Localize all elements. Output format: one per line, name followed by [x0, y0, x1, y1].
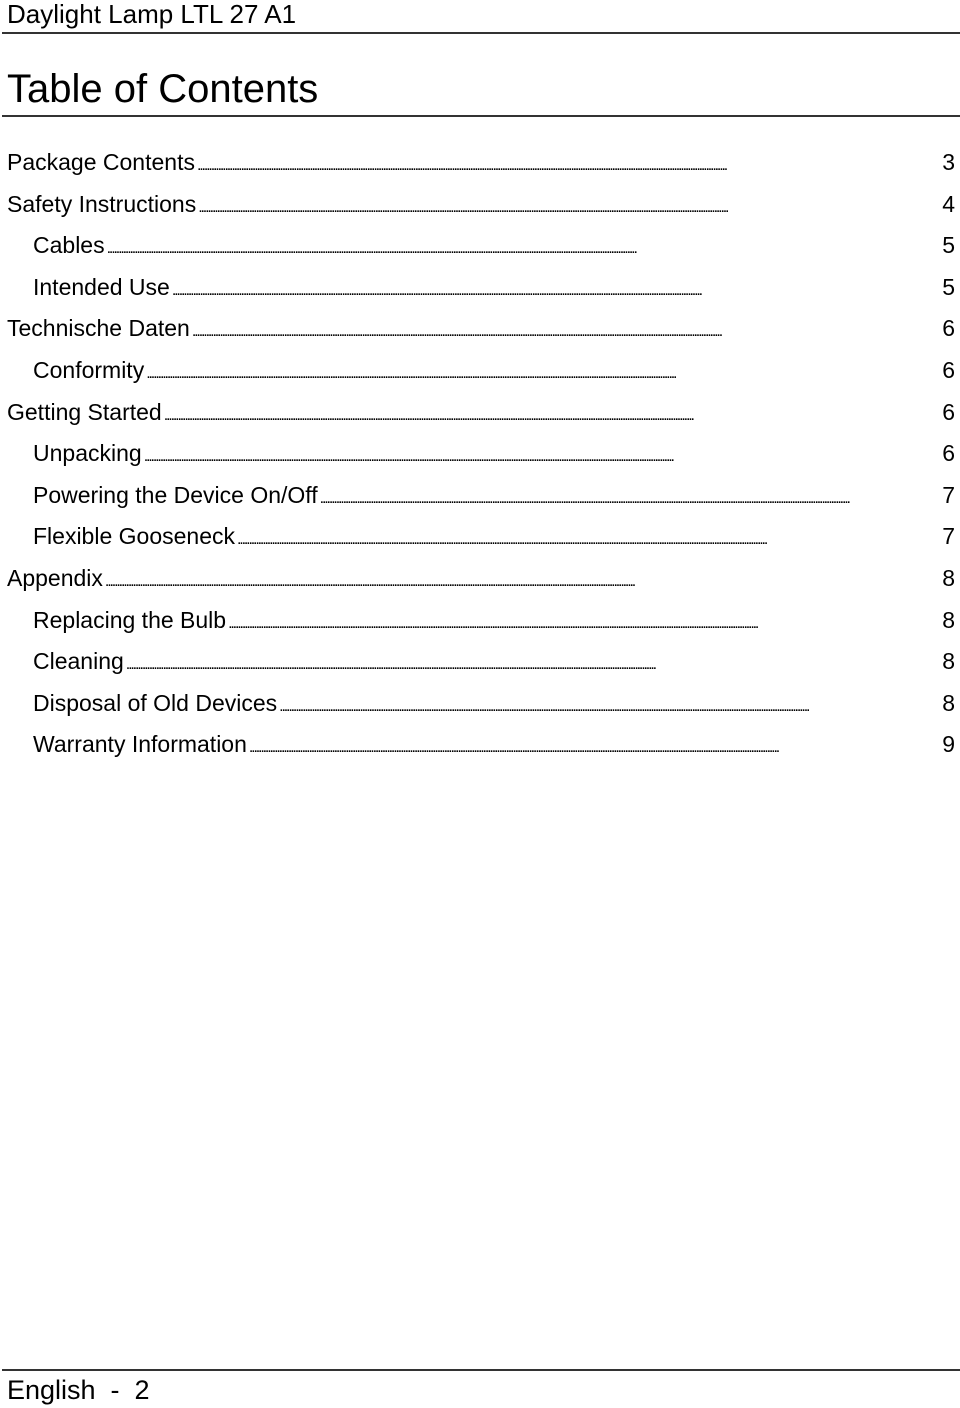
- toc-dot-leader: [228, 600, 940, 645]
- toc-dot-leader: [192, 308, 940, 353]
- toc-page-number: 7: [942, 481, 955, 508]
- toc-entry[interactable]: [0, 433, 955, 475]
- toc-entry[interactable]: [0, 184, 955, 226]
- toc-entry[interactable]: [0, 308, 955, 350]
- toc-entry[interactable]: [0, 350, 955, 392]
- toc-entry-label: Appendix: [7, 564, 103, 591]
- toc-entry-label: Safety Instructions: [7, 190, 197, 217]
- toc-page-number: 6: [942, 440, 955, 467]
- toc-entry-label: Warranty Information: [33, 731, 247, 758]
- toc-page-number: 6: [942, 315, 955, 342]
- toc-entry-label: Cleaning: [33, 648, 124, 675]
- toc-dot-leader: [144, 433, 941, 478]
- toc-entry[interactable]: [0, 392, 955, 434]
- toc-dot-leader: [249, 724, 940, 769]
- toc-page-number: 9: [942, 731, 955, 758]
- toc-entry[interactable]: [0, 600, 955, 642]
- toc-entry-label: Disposal of Old Devices: [33, 689, 278, 716]
- toc-entry-label: Cables: [33, 232, 105, 259]
- toc-entry[interactable]: [0, 267, 955, 309]
- toc-dot-leader: [107, 225, 941, 270]
- toc-dot-leader: [197, 142, 940, 187]
- toc-page-number: 8: [942, 648, 955, 675]
- toc-entry[interactable]: [0, 724, 955, 766]
- toc-entry[interactable]: [0, 641, 955, 683]
- title-divider: [2, 115, 960, 117]
- toc-dot-leader: [105, 558, 940, 603]
- toc-dot-leader: [164, 392, 941, 437]
- toc-entry-label: Package Contents: [7, 149, 195, 175]
- toc-entry-label: Conformity: [33, 356, 145, 383]
- toc-entry[interactable]: [0, 558, 955, 600]
- toc-page-number: 6: [942, 398, 955, 425]
- page-footer: English - 2: [7, 1375, 150, 1405]
- toc-dot-leader: [279, 683, 940, 728]
- header-divider: [2, 32, 960, 34]
- toc-entry-label: Flexible Gooseneck: [33, 523, 235, 550]
- toc-dot-leader: [320, 475, 941, 520]
- table-of-contents: [0, 142, 955, 766]
- toc-entry-label: Getting Started: [7, 398, 162, 425]
- toc-page-number: 5: [942, 232, 955, 259]
- footer-divider: [2, 1369, 960, 1371]
- toc-entry-label: Intended Use: [33, 273, 170, 300]
- toc-entry[interactable]: [0, 516, 955, 558]
- toc-entry-label: Replacing the Bulb: [33, 606, 227, 633]
- toc-page-number: 8: [942, 564, 955, 591]
- toc-dot-leader: [237, 516, 940, 561]
- page-title: Table of Contents: [7, 67, 319, 111]
- toc-dot-leader: [172, 267, 940, 312]
- toc-dot-leader: [146, 350, 940, 395]
- document-header-title: Daylight Lamp LTL 27 A1: [7, 0, 297, 29]
- toc-page-number: 8: [942, 606, 955, 633]
- toc-page-number: 8: [942, 689, 955, 716]
- toc-entry[interactable]: [0, 475, 955, 517]
- toc-entry[interactable]: [0, 142, 955, 184]
- toc-entry-label: Unpacking: [33, 440, 142, 467]
- toc-page-number: 6: [942, 356, 955, 383]
- toc-page-number: 7: [942, 523, 955, 550]
- toc-entry-label: Technische Daten: [7, 315, 190, 342]
- toc-dot-leader: [198, 184, 940, 229]
- toc-entry-label: Powering the Device On/Off: [33, 481, 318, 508]
- toc-page-number: 4: [942, 190, 955, 217]
- toc-page-number: 5: [942, 273, 955, 300]
- toc-dot-leader: [126, 641, 940, 686]
- toc-entry[interactable]: [0, 225, 955, 267]
- toc-page-number: 3: [942, 149, 955, 175]
- toc-entry[interactable]: [0, 683, 955, 725]
